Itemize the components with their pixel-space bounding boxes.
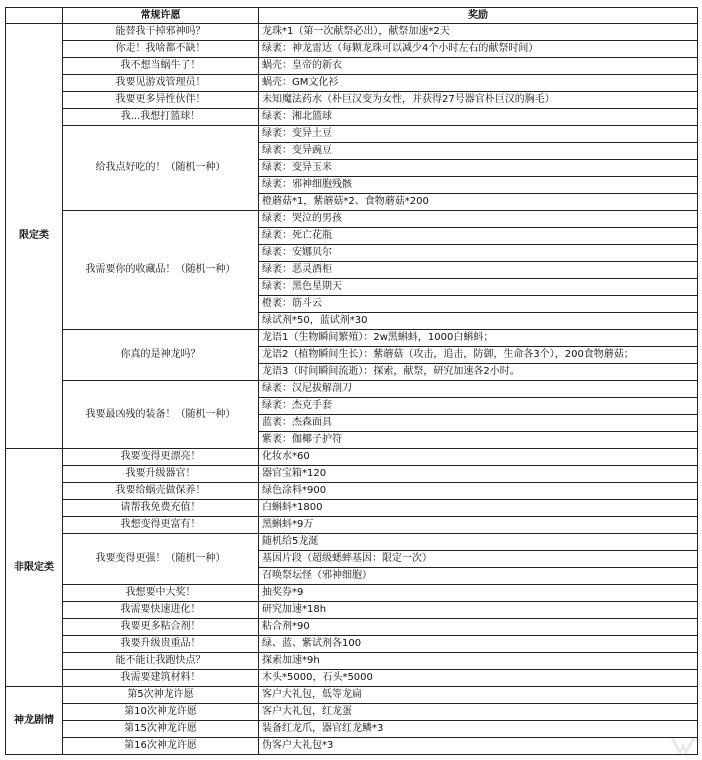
wish-cell: 我要更多异性伙伴！ [63,92,259,109]
wish-cell: 第16次神龙许愿 [63,738,259,755]
table-row [6,687,698,704]
wish-cell: 能不能让我跑快点？ [63,653,259,670]
table-row [6,483,698,500]
reward-cell: 绿袤：变异玉米 [259,160,698,177]
wish-cell: 请帮我免费充值！ [63,500,259,517]
wish-cell: 我要更多粘合剂！ [63,619,259,636]
reward-cell: 白蝌蚪*1800 [259,500,698,517]
reward-cell: 绿袤：哭泣的男孩 [259,211,698,228]
table-row [6,466,698,483]
table-body [6,24,698,755]
reward-cell: 绿袤：汉尼拔解剖刀 [259,381,698,398]
reward-cell: 绿试剂*50，蓝试剂*30 [259,313,698,330]
reward-cell: 绿袤：变异豌豆 [259,143,698,160]
reward-cell: 绿、蓝、紫试剂各100 [259,636,698,653]
reward-cell: 龙语3（时间瞬间流逝）：探索，献祭，研究加速各2小时。 [259,364,698,381]
reward-cell: 绿袤：神龙雷达（每颗龙珠可以减少4个小时左右的献祭时间） [259,41,698,58]
table-row [6,126,698,143]
category-cell: 神龙剧情 [6,687,63,755]
reward-cell: 粘合剂*90 [259,619,698,636]
reward-cell: 绿袤：恶灵酒柜 [259,262,698,279]
reward-cell: 随机给5龙涎 [259,534,698,551]
wish-cell: 我需要建筑材料！ [63,670,259,687]
wish-cell: 我不想当蜗牛了！ [63,58,259,75]
reward-cell: 绿袤：死亡花瓶 [259,228,698,245]
table-row [6,449,698,466]
wish-cell: 我需要你的收藏品！（随机一种） [63,211,259,330]
table-row [6,704,698,721]
reward-cell: 抽奖券*9 [259,585,698,602]
table-row [6,585,698,602]
table-row [6,670,698,687]
table-row [6,619,698,636]
watermark-logo [670,734,696,756]
reward-cell: 探索加速*9h [259,653,698,670]
wish-cell: 我...我想打篮球！ [63,109,259,126]
reward-cell: 绿袤：杰克手套 [259,398,698,415]
table-row [6,330,698,347]
table-row [6,738,698,755]
category-cell: 限定类 [6,24,63,449]
reward-cell: 装备红龙爪，器官红龙鳞*3 [259,721,698,738]
table-row [6,58,698,75]
table-row [6,41,698,58]
reward-cell: 绿袤：安娜贝尔 [259,245,698,262]
table-row [6,721,698,738]
category-cell: 非限定类 [6,449,63,687]
reward-cell: 蜗壳：GM文化衫 [259,75,698,92]
wish-reward-table [5,7,698,755]
table-row [6,636,698,653]
reward-cell: 绿色涂料*900 [259,483,698,500]
reward-cell: 紫袤：伽椰子护符 [259,432,698,449]
wish-cell: 我想要中大奖！ [63,585,259,602]
reward-cell: 绿袤：黑色星期天 [259,279,698,296]
wish-cell: 我要最凶残的装备！（随机一种） [63,381,259,449]
reward-cell: 橙袤：筋斗云 [259,296,698,313]
table-row [6,211,698,228]
reward-cell: 龙语1（生物瞬间繁殖）：2w黑蝌蚪，1000白蝌蚪； [259,330,698,347]
wish-cell: 你真的是神龙吗？ [63,330,259,381]
reward-cell: 龙语2（植物瞬间生长）：紫蘑菇（攻击，追击，防御，生命各3个），200食物蘑菇； [259,347,698,364]
wish-cell: 第10次神龙许愿 [63,704,259,721]
wish-cell: 能替我干掉邪神吗？ [63,24,259,41]
wish-cell: 第15次神龙许愿 [63,721,259,738]
table-row [6,24,698,41]
reward-header: 奖励 [259,8,698,24]
wish-cell: 我要升级贵重品！ [63,636,259,653]
category-header [6,8,63,24]
reward-cell: 未知魔法药水（朴巨汉变为女性，并获得27号器官朴巨汉的胸毛） [259,92,698,109]
reward-cell: 绿袤：湘北篮球 [259,109,698,126]
table-row [6,500,698,517]
table-row [6,109,698,126]
reward-cell: 木头*5000，石头*5000 [259,670,698,687]
reward-cell: 客户大礼包，红龙蛋 [259,704,698,721]
wish-cell: 我要变得更漂亮！ [63,449,259,466]
wish-cell: 我要给蜗壳做保养！ [63,483,259,500]
reward-cell: 客户大礼包，低等龙扁 [259,687,698,704]
reward-cell: 召唤祭坛怪（邪神细胞） [259,568,698,585]
reward-cell: 蓝袤：杰森面具 [259,415,698,432]
table-row [6,534,698,551]
reward-cell: 基因片段（超级蟋蟀基因：限定一次） [259,551,698,568]
reward-cell: 橙蘑菇*1，紫蘑菇*2、食物蘑菇*200 [259,194,698,211]
wish-cell: 我需要快速进化！ [63,602,259,619]
table-row [6,602,698,619]
table-row [6,92,698,109]
table-row [6,517,698,534]
wish-cell: 给我点好吃的！（随机一种） [63,126,259,211]
table-row [6,75,698,92]
reward-cell: 伪客户大礼包*3 [259,738,698,755]
header-row [6,8,698,24]
reward-cell: 化妆水*60 [259,449,698,466]
wish-header: 常规许愿 [63,8,259,24]
wish-cell: 你走！我啥都不缺！ [63,41,259,58]
wish-cell: 我要变得更强！（随机一种） [63,534,259,585]
reward-cell: 研究加速*18h [259,602,698,619]
wish-cell: 我想变得更富有！ [63,517,259,534]
reward-cell: 蜗壳：皇帝的新衣 [259,58,698,75]
reward-cell: 器官宝箱*120 [259,466,698,483]
reward-cell: 龙珠*1（第一次献祭必出），献祭加速*2天 [259,24,698,41]
reward-cell: 黑蝌蚪*9万 [259,517,698,534]
table-row [6,381,698,398]
reward-cell: 绿袤：邪神细胞残骸 [259,177,698,194]
wish-cell: 我要升级器官！ [63,466,259,483]
wish-cell: 我要见游戏管理员！ [63,75,259,92]
table-row [6,653,698,670]
wish-cell: 第5次神龙许愿 [63,687,259,704]
reward-cell: 绿袤：变异土豆 [259,126,698,143]
